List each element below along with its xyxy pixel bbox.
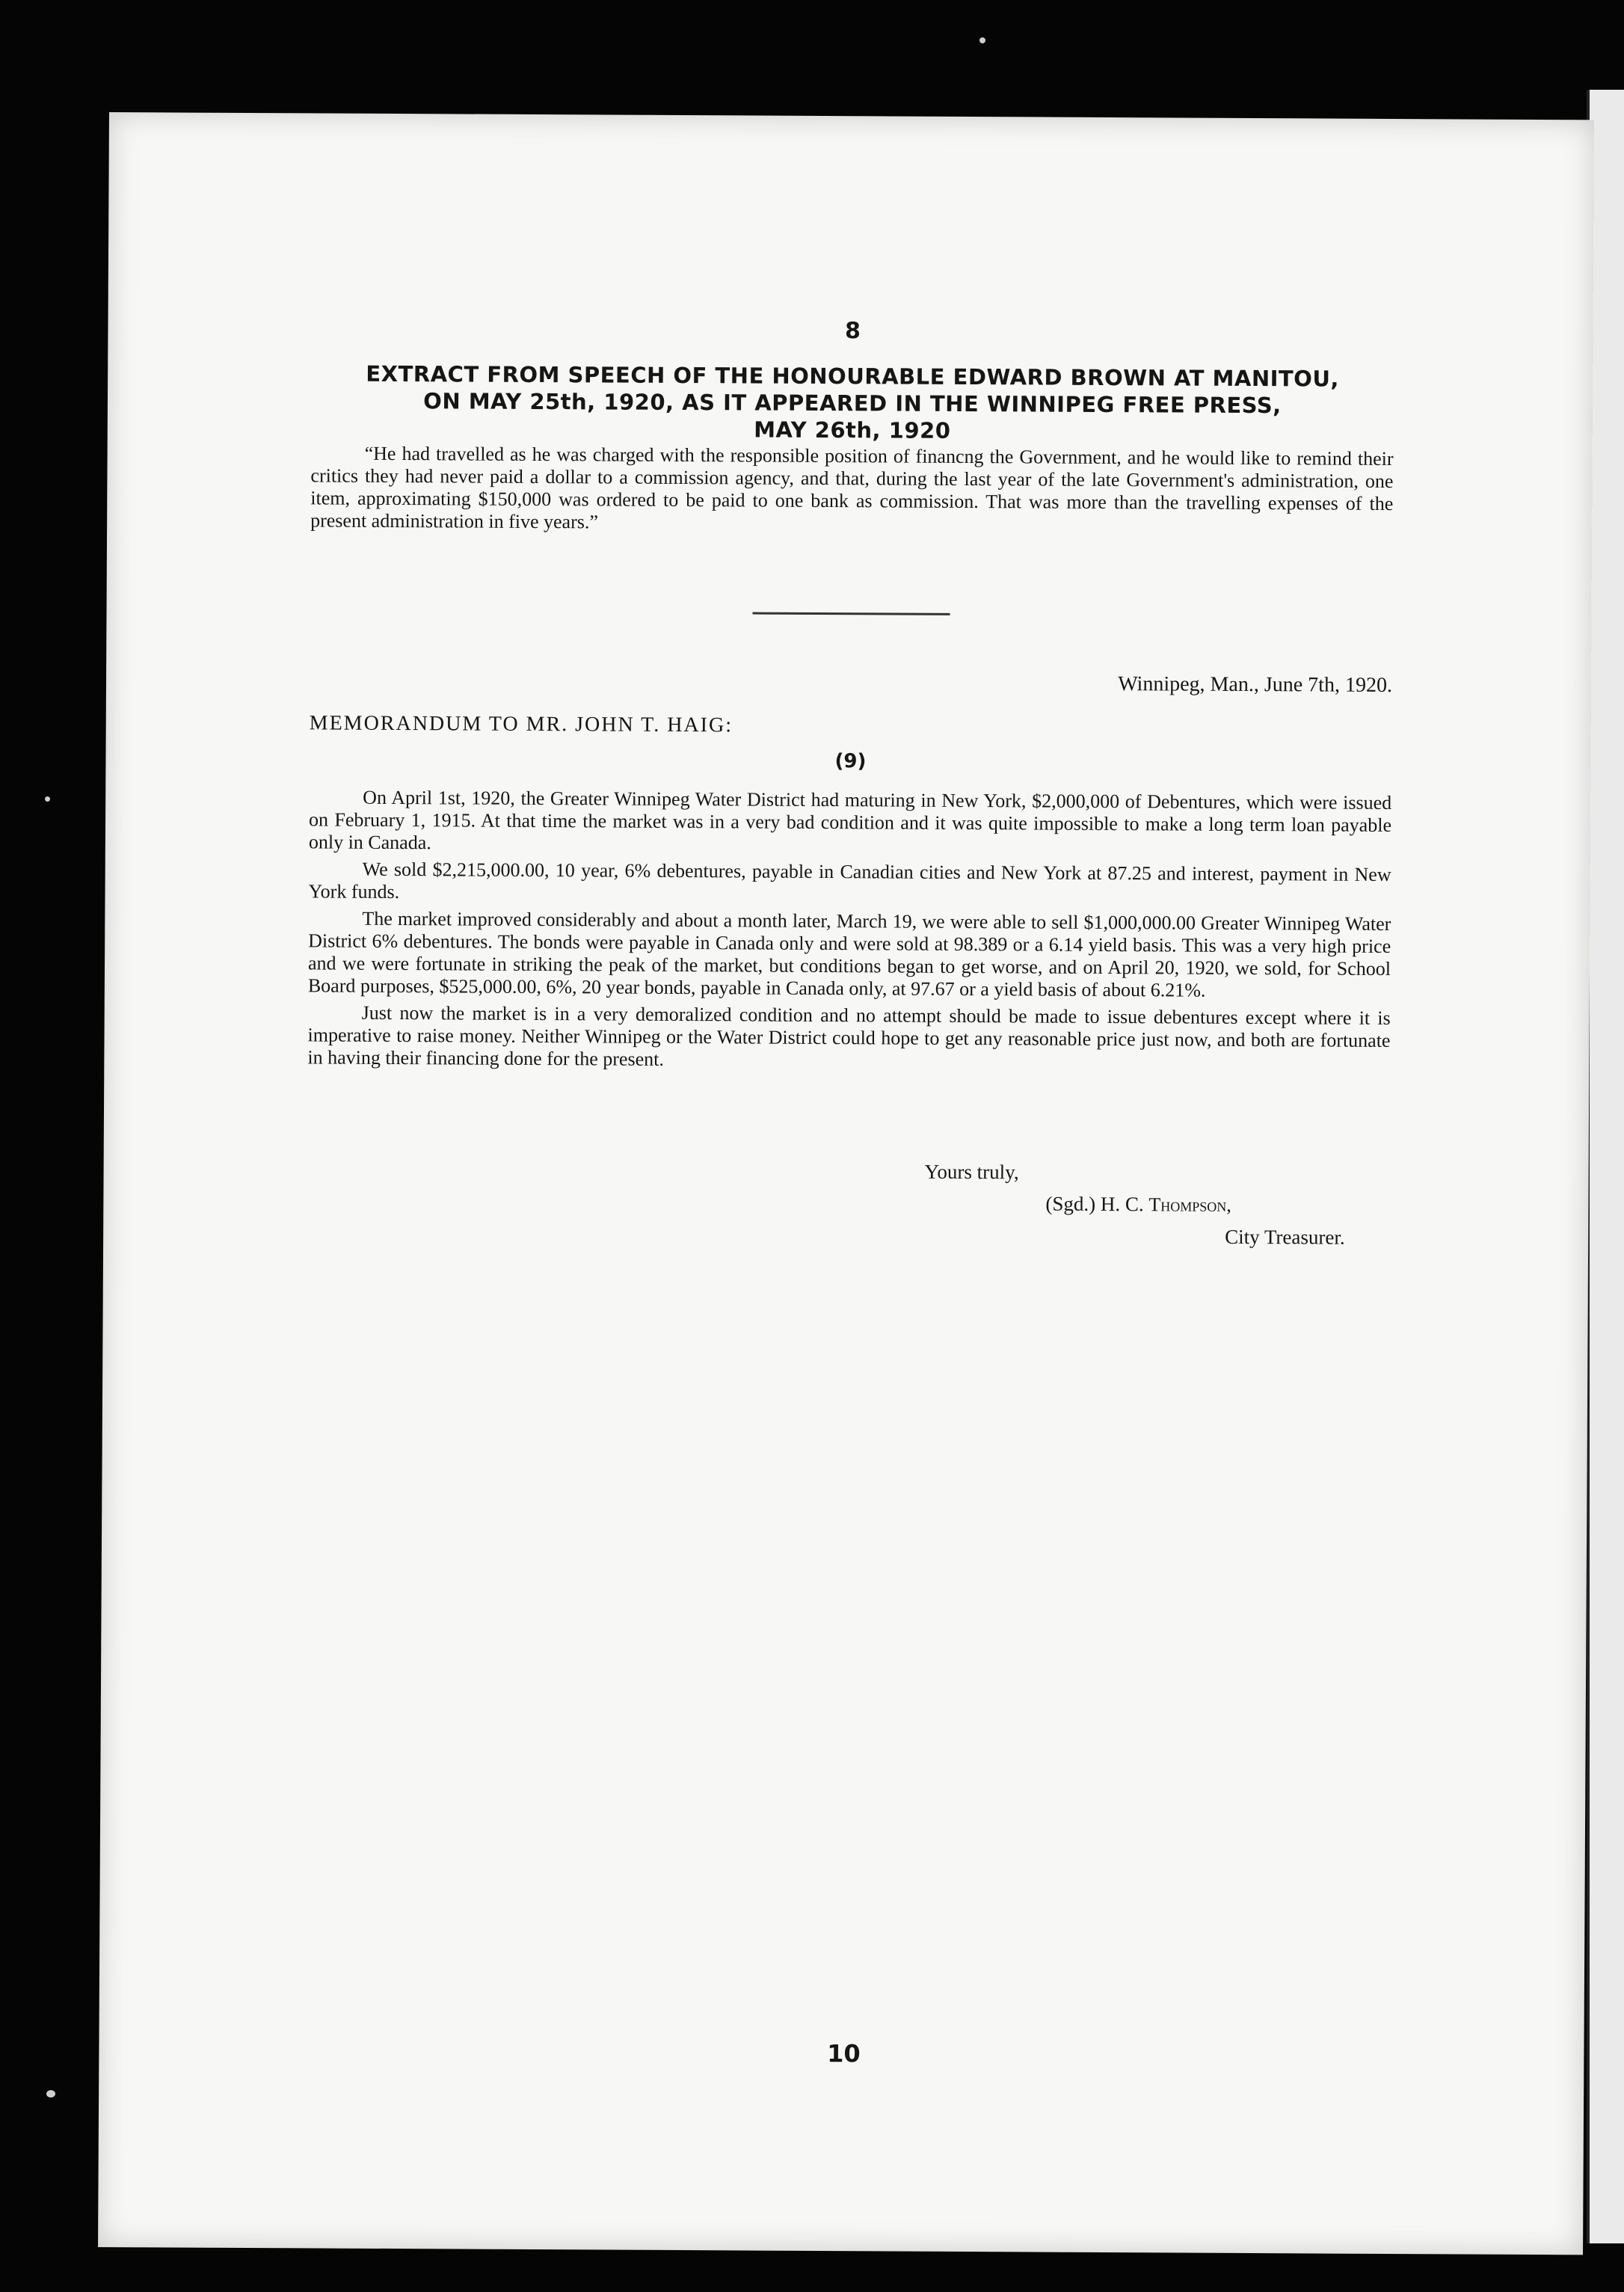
memo-paragraph: On April 1st, 1920, the Greater Winnipeg Water District had maturing in New York, $2,000,000 of Debentures, which were issued on February 1, 1915. At that time the market was in a very bad condition and it was quite impossible to make a long term loan payable only in Canada. [308, 786, 1392, 854]
scan-speck [45, 796, 50, 802]
dateline: Winnipeg, Man., June 7th, 1920. [1118, 672, 1393, 697]
signature-name: Thompson, [1148, 1193, 1231, 1216]
closing-block [307, 1152, 1390, 1253]
memo-paragraph: The market improved considerably and about a month later, March 19, we were able to sell $1,000,000.00 Greater Winnipeg Water District 6% debentures. The bonds were payable in Canada only and were sold at 98.389 or a 6.14 yield basis. This was a very high price and we were fortunate in striking the peak of the market, but conditions began to get worse, and on April 20, 1920, we sold, for School Board purposes, $525,000.00, 6%, 20 year bonds, payable in Canada only, at 97.67 or a yield basis of about 6.21%. [307, 907, 1391, 1001]
memo-body [307, 786, 1391, 1079]
signature-prefix: (Sgd.) H. C. [1045, 1192, 1144, 1216]
scan-speck [979, 37, 985, 43]
top-page-number: 8 [844, 318, 861, 345]
divider-rule [752, 612, 950, 615]
memo-recipient: MEMORANDUM TO MR. JOHN T. HAIG: [309, 711, 733, 737]
signature-title: City Treasurer. [1225, 1225, 1345, 1249]
heading-line: EXTRACT FROM SPEECH OF THE HONOURABLE EDWARD BROWN AT MANITOU, [366, 360, 1340, 392]
scan-speck [46, 2090, 55, 2098]
extract-heading [311, 360, 1394, 446]
speech-quote: “He had travelled as he was charged with the responsible position of financng the Government, and he would like to remind their critics they had never paid a dollar to a commission agency, and that, during the last year of the late Government's administration, one item, approximating $150,000 was ordered to be paid to one bank as commission. That was more than the travelling expenses of the present administration in five years.” [310, 442, 1394, 533]
closing-salutation: Yours truly, [924, 1160, 1019, 1184]
bottom-page-number: 10 [827, 2039, 861, 2068]
heading-line: MAY 26th, 1920 [754, 417, 951, 443]
section-number: (9) [834, 750, 867, 773]
heading-line: ON MAY 25th, 1920, AS IT APPEARED IN THE WINNIPEG FREE PRESS, [423, 388, 1282, 419]
memo-paragraph: We sold $2,215,000.00, 10 year, 6% debentures, payable in Canadian cities and New York at 87.25 and interest, payment in New York funds. [308, 858, 1391, 903]
document-page [98, 112, 1594, 2255]
signature-line [1045, 1188, 1389, 1222]
memo-paragraph: Just now the market is in a very demoralized condition and no attempt should be made to issue debentures except where it is imperative to raise money. Neither Winnipeg or the Water District could hope to get any reasonable price just now, and both are fortunate in having their financing done for the present. [307, 1001, 1391, 1070]
page-content [307, 113, 1395, 2068]
